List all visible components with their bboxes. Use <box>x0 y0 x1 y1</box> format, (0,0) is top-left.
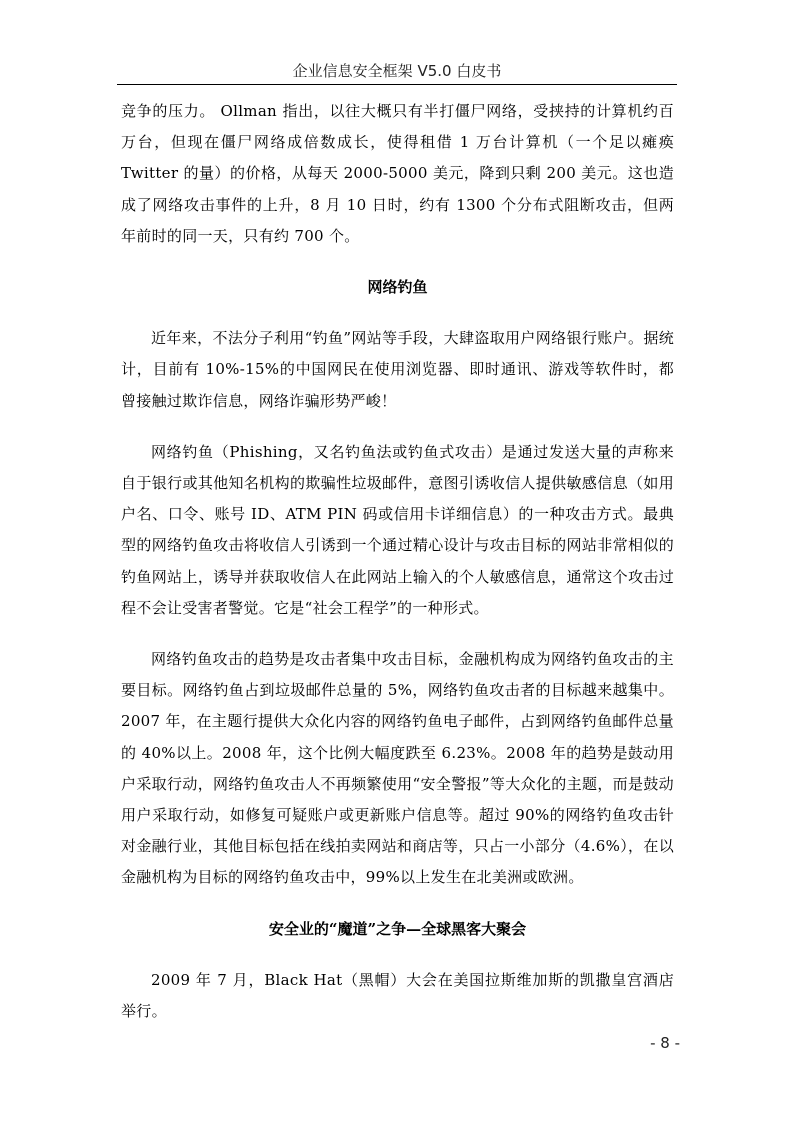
paragraph-phishing-trends: 网络钓鱼攻击的趋势是攻击者集中攻击目标，金融机构成为网络钓鱼攻击的主要目标。网络钓鱼占到垃圾邮件总量的 5%，网络钓鱼攻击者的目标越来越集中。2007 年，在主题行提供大众化内容的网络钓鱼电子邮件，占到网络钓鱼邮件总量的 40%以上。2008 年，这个比例大幅度跌至 6.23%。2008 年的趋势是鼓动用户采取行动，网络钓鱼攻击人不再频繁使用“安全警报”等大众化的主题，而是鼓动用户采取行动，如修复可疑账户或更新账户信息等。超过 90%的网络钓鱼攻击针对金融行业，其他目标包括在线拍卖网站和商店等，只占一小部分（4.6%），在以金融机构为目标的网络钓鱼攻击中，99%以上发生在北美洲或欧洲。 <box>121 650 674 887</box>
page-header-title: 企业信息安全框架 V5.0 白皮书 <box>292 62 502 80</box>
section-heading-hacker-conference: 安全业的“魔道”之争—全球黑客大聚会 <box>268 919 527 938</box>
paragraph-phishing-intro: 近年来，不法分子利用“钓鱼”网站等手段，大肆盗取用户网络银行账户。据统计，目前有 10%-15%的中国网民在使用浏览器、即时通讯、游戏等软件时，都曾接触过欺诈信息，网络诈骗形势严峻！ <box>121 329 674 410</box>
section-heading-phishing: 网络钓鱼 <box>367 278 428 297</box>
paragraph-botnet-continuation: 竞争的压力。 Ollman 指出，以往大概只有半打僵尸网络，受挟持的计算机约百万台，但现在僵尸网络成倍数成长，使得租借 1 万台计算机（一个足以瘫痪 Twitter 的量）的价格，从每天 2000-5000 美元，降到只剩 200 美元。这也造成了网络攻击事件的上升，8 月 10 日时，约有 1300 个分布式阻断攻击，但两年前时的同一天，只有约 700 个。 <box>121 102 674 245</box>
page-number: - 8 - <box>650 1034 680 1052</box>
paragraph-black-hat: 2009 年 7 月，Black Hat（黑帽）大会在美国拉斯维加斯的凯撒皇宫酒店举行。 <box>121 970 674 1021</box>
header-divider <box>117 84 677 85</box>
paragraph-phishing-definition: 网络钓鱼（Phishing，又名钓鱼法或钓鱼式攻击）是通过发送大量的声称来自于银行或其他知名机构的欺骗性垃圾邮件，意图引诱收信人提供敏感信息（如用户名、口令、账号 ID、ATM PIN 码或信用卡详细信息）的一种攻击方式。最典型的网络钓鱼攻击将收信人引诱到一个通过精心设计与攻击目标的网站非常相似的钓鱼网站上，诱导并获取收信人在此网站上输入的个人敏感信息，通常这个攻击过程不会让受害者警觉。它是“社会工程学”的一种形式。 <box>121 442 674 617</box>
document-body <box>121 96 674 1047</box>
